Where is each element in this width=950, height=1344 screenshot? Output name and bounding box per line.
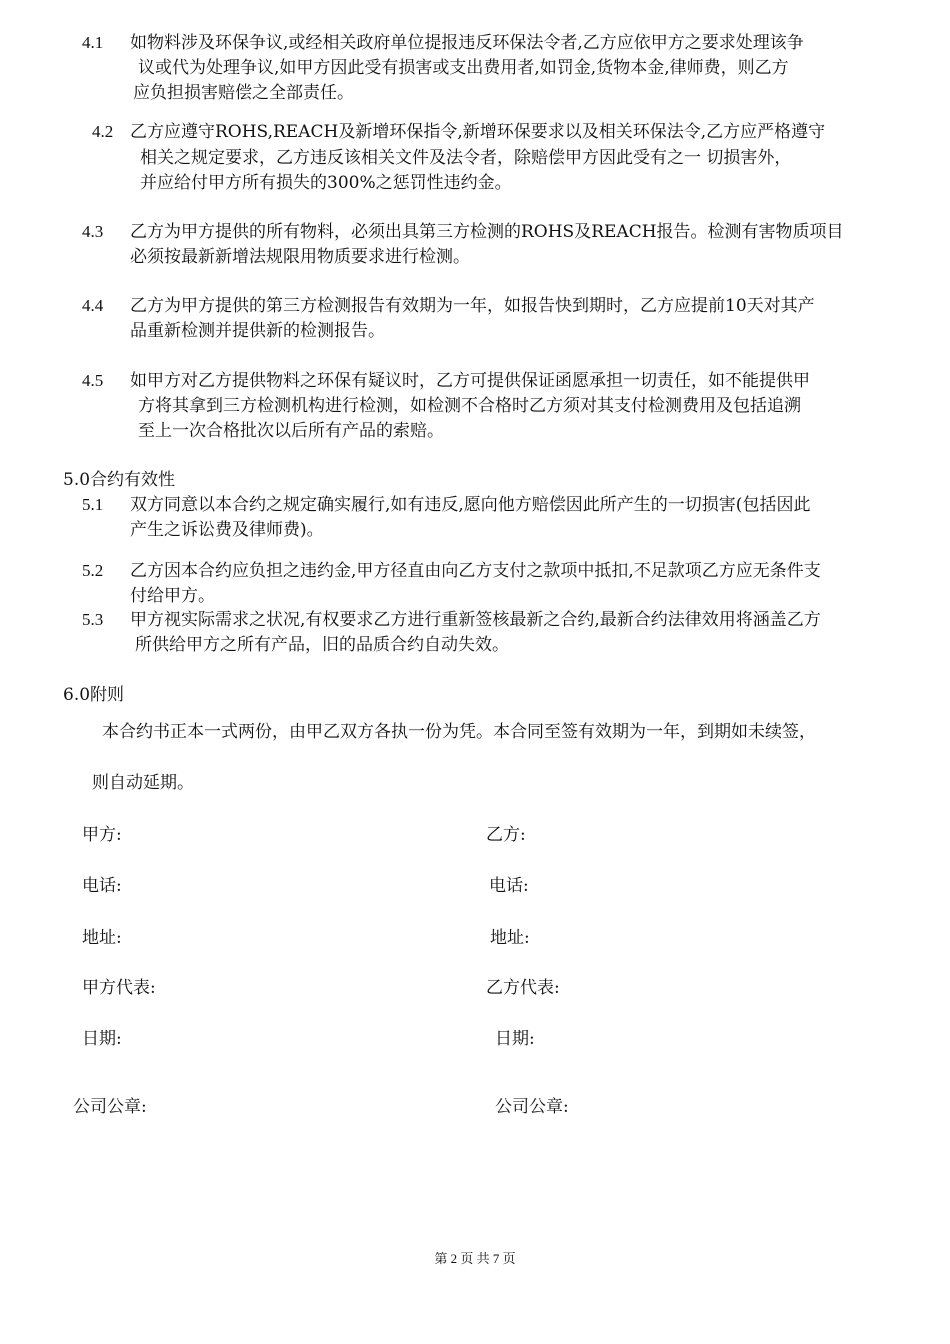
party-b-phone-label: 电话: (489, 876, 529, 896)
clause-number: 5.2 (82, 561, 104, 580)
party-a-representative-label: 甲方代表: (82, 978, 156, 998)
clause-text-line: 如甲方对乙方提供物料之环保有疑议时，乙方可提供保证函愿承担一切责任，如不能提供甲 (130, 371, 810, 391)
party-a-address-label: 地址: (82, 928, 122, 948)
clause-text-line: 相关之规定要求，乙方违反该相关文件及法令者，除赔偿甲方因此受有之一 切损害外， (140, 148, 792, 168)
party-b-representative-label: 乙方代表: (486, 978, 560, 998)
clause-text-line: 议或代为处理争议,如甲方因此受有损害或支出费用者,如罚金,货物本金,律师费，则乙方 (138, 58, 789, 78)
party-a-phone-label: 电话: (82, 876, 122, 896)
section-heading: 6.0附则 (63, 685, 125, 705)
party-b-date-label: 日期: (495, 1029, 535, 1049)
party-a-label: 甲方: (82, 825, 122, 845)
clause-text-line: 方将其拿到三方检测机构进行检测，如检测不合格时乙方须对其支付检测费用及包括追溯 (138, 396, 801, 416)
party-a-seal-label: 公司公章: (73, 1097, 147, 1117)
clause-number: 4.5 (82, 371, 104, 390)
clause-text-line: 付给甲方。 (130, 586, 215, 606)
section-heading: 5.0合约有效性 (63, 470, 176, 490)
clause-text-line: 双方同意以本合约之规定确实履行,如有违反,愿向他方赔偿因此所产生的一切损害(包括因此 (130, 495, 811, 515)
clause-number: 5.1 (82, 495, 104, 514)
party-b-address-label: 地址: (490, 928, 530, 948)
page-footer: 第 2 页 共 7 页 (434, 1251, 516, 1266)
section-text-line: 则自动延期。 (92, 773, 194, 793)
clause-text-line: 甲方视实际需求之状况,有权要求乙方进行重新签核最新之合约,最新合约法律效用将涵盖乙方 (130, 610, 821, 630)
clause-number: 4.3 (82, 222, 104, 241)
clause-text-line: 并应给付甲方所有损失的300%之惩罚性违约金。 (140, 173, 512, 193)
party-b-label: 乙方: (486, 825, 526, 845)
clause-text-line: 乙方应遵守ROHS,REACH及新增环保指令,新增环保要求以及相关环保法令,乙方应严格遵守 (130, 122, 826, 142)
clause-text-line: 乙方为甲方提供的第三方检测报告有效期为一年，如报告快到期时，乙方应提前10天对其产 (130, 296, 815, 316)
section-text-line: 本合约书正本一式两份，由甲乙双方各执一份为凭。本合同至签有效期为一年，到期如未续签， (102, 722, 816, 742)
clause-number: 4.1 (82, 33, 104, 52)
clause-text-line: 产生之诉讼费及律师费)。 (130, 520, 324, 540)
clause-text-line: 如物料涉及环保争议,或经相关政府单位提报违反环保法令者,乙方应依甲方之要求处理该争 (130, 33, 804, 53)
clause-text-line: 必须按最新新增法规限用物质要求进行检测。 (130, 247, 470, 267)
clause-number: 4.4 (82, 296, 104, 315)
clause-text-line: 乙方为甲方提供的所有物料，必须出具第三方检测的ROHS及REACH报告。检测有害物质项目 (130, 222, 844, 242)
clause-number: 5.3 (82, 610, 104, 629)
clause-number: 4.2 (92, 122, 114, 141)
party-a-date-label: 日期: (82, 1029, 122, 1049)
clause-text-line: 乙方因本合约应负担之违约金,甲方径直由向乙方支付之款项中抵扣,不足款项乙方应无条件支 (130, 561, 821, 581)
clause-text-line: 至上一次合格批次以后所有产品的索赔。 (138, 421, 444, 441)
clause-text-line: 品重新检测并提供新的检测报告。 (130, 321, 385, 341)
clause-text-line: 应负担损害赔偿之全部责任。 (133, 83, 354, 103)
party-b-seal-label: 公司公章: (495, 1097, 569, 1117)
clause-text-line: 所供给甲方之所有产品，旧的品质合约自动失效。 (135, 635, 509, 655)
